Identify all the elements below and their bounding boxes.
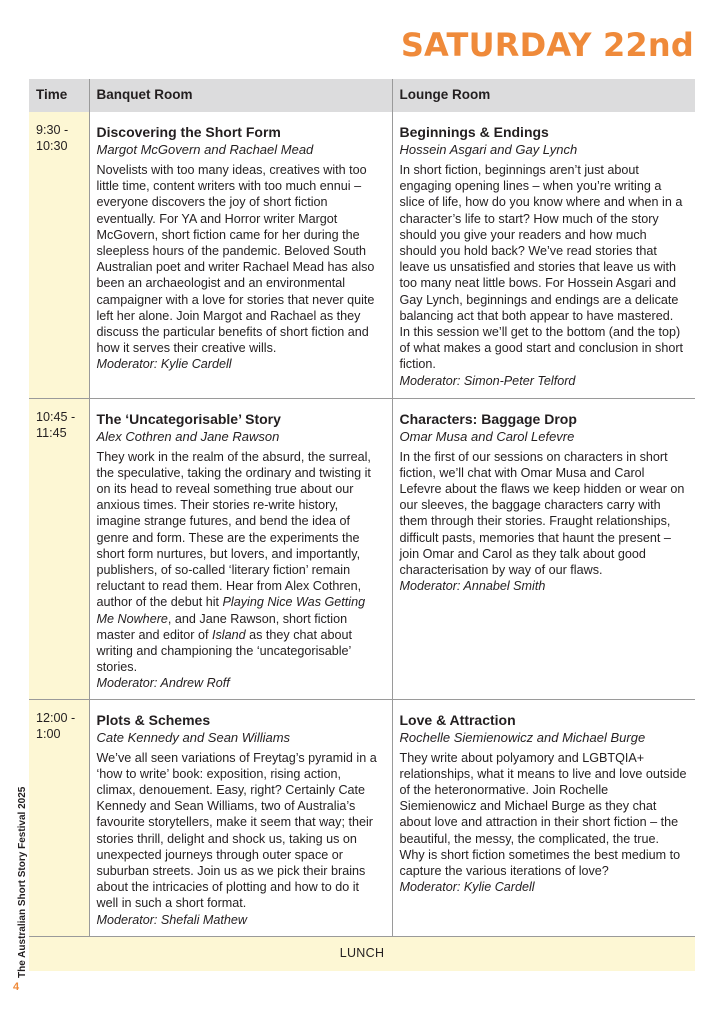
event-cell-lounge (392, 699, 695, 936)
time-end: 1:00 (36, 726, 61, 741)
festival-name: The Australian Short Story Festival 2025 (17, 786, 28, 978)
event-cell-lounge (392, 112, 695, 398)
lunch-label: LUNCH (29, 936, 695, 971)
event-moderator: Moderator: Andrew Roff (96, 676, 230, 691)
event-title: Plots & Schemes (96, 711, 211, 728)
event-title: Characters: Baggage Drop (399, 410, 577, 427)
event-cell-banquet (89, 112, 392, 398)
event-cell-banquet (89, 398, 392, 699)
event-speakers: Margot McGovern and Rachael Mead (96, 142, 314, 157)
event-moderator: Moderator: Annabel Smith (399, 579, 546, 594)
page-number: 4 (13, 981, 20, 993)
event-cell-banquet (89, 699, 392, 936)
event-description: In the first of our sessions on characters in short fiction, we’ll chat with Omar Musa and Carol Lefevre about the flaws we keep hidden or wear on our sleeves, the baggage characters carry with them through their stories. Fraught relationships, difficult pasts, memories that haunt the present – join Omar and Carol as they talk about good characterisation by way of our flaws. (399, 449, 685, 577)
header-banquet-room: Banquet Room (89, 79, 392, 112)
time-end: 11:45 (36, 425, 67, 440)
event-moderator: Moderator: Kylie Cardell (96, 357, 232, 372)
event-speakers: Omar Musa and Carol Lefevre (399, 428, 575, 444)
lunch-row (29, 936, 695, 971)
table-header-row (29, 79, 695, 112)
schedule-table (29, 79, 695, 971)
event-cell-lounge (392, 398, 695, 699)
header-lounge-room: Lounge Room (392, 79, 695, 112)
session-row (29, 112, 695, 398)
event-title: Love & Attraction (399, 711, 516, 728)
event-speakers: Cate Kennedy and Sean Williams (96, 729, 291, 745)
book-title: Playing Nice Was Getting Me Nowhere (96, 595, 366, 626)
event-moderator: Moderator: Simon-Peter Telford (399, 373, 576, 388)
event-moderator: Moderator: Shefali Mathew (96, 912, 247, 927)
header-time: Time (29, 79, 89, 112)
time-start: 9:30 - (36, 123, 69, 137)
event-title: The ‘Uncategorisable’ Story (96, 410, 281, 427)
event-description: In short fiction, beginnings aren’t just about engaging opening lines – when you’re writing a slice of life, how do you know where and when in a character’s life to start? How much of the story should you give your readers and how much should you hold back? We’ve read stories that leave us unsatisfied and stories that leave us with too many neat little bows. For Hossein Asgari and Gay Lynch, beginnings and endings are a delicate balancing act that both appear to have mastered. In this session we’ll get to the bottom (and the top) of what makes a good start and conclusion in short fiction. (399, 163, 684, 372)
session-row (29, 398, 695, 699)
event-title: Beginnings & Endings (399, 124, 549, 140)
event-description: They work in the realm of the absurd, the surreal, the speculative, taking the ordinary and twisting it on its head to reveal something true about our anxious times. Their stories re-write history, imagine strange futures, and bend the idea of genre and form. These are the experiments the short form nurtures, but lovers, and importantly, publishers, of so-called ‘literary fiction’ remain reluctant to read them. Hear from Alex Cothren, author of the debut hit Playing Nice Was Getting Me Nowhere, and Jane Rawson, short fiction master and editor of Island as they chat about writing and championing the ‘uncategorisable’ stories. (96, 449, 371, 675)
time-cell (29, 699, 89, 936)
event-speakers: Hossein Asgari and Gay Lynch (399, 142, 578, 157)
time-cell (29, 398, 89, 699)
time-cell (29, 112, 89, 398)
session-row (29, 699, 695, 936)
book-title: Island (212, 627, 246, 642)
event-speakers: Alex Cothren and Jane Rawson (96, 428, 280, 444)
event-title: Discovering the Short Form (96, 124, 281, 140)
time-start: 10:45 - (36, 409, 76, 424)
time-start: 12:00 - (36, 710, 76, 725)
page-title: SATURDAY 22nd (400, 26, 694, 64)
time-end: 10:30 (36, 139, 68, 154)
event-speakers: Rochelle Siemienowicz and Michael Burge (399, 729, 646, 745)
event-description: We’ve all seen variations of Freytag’s pyramid in a ‘how to write’ book: exposition, rising action, climax, denouement. Easy, right? Certainly Cate Kennedy and Sean Williams, two of Australia’s favourite storytellers, make it seem that way; their stories thrill, delight and shock us, taking us on unexpected journeys through outer space or suburban streets. Join us as we pick their brains about the intricacies of plotting and how to do it well in such a short format. (96, 750, 377, 911)
event-moderator: Moderator: Kylie Cardell (399, 880, 535, 895)
event-description: Novelists with too many ideas, creatives with too little time, content writers with too much ennui – everyone discovers the joy of short fiction eventually. For YA and Horror writer Margot McGovern, short fiction came for her during the sleepless hours of the pandemic. Beloved South Australian poet and writer Rachael Mead has also been an archaeologist and an environmental campaigner with a love for stories that never quite left her alone. Join Margot and Rachael as they discuss the particular benefits of short fiction and how it serves their creative wills. (96, 163, 375, 356)
event-description: They write about polyamory and LGBTQIA+ relationships, what it means to live and love outside of the heteronormative. Join Rochelle Siemienowicz and Michael Burge as they chat about love and attraction in their short fiction – the beautiful, the messy, the complicated, the true. Why is short fiction sometimes the best medium to capture the various iterations of love? (399, 750, 687, 878)
